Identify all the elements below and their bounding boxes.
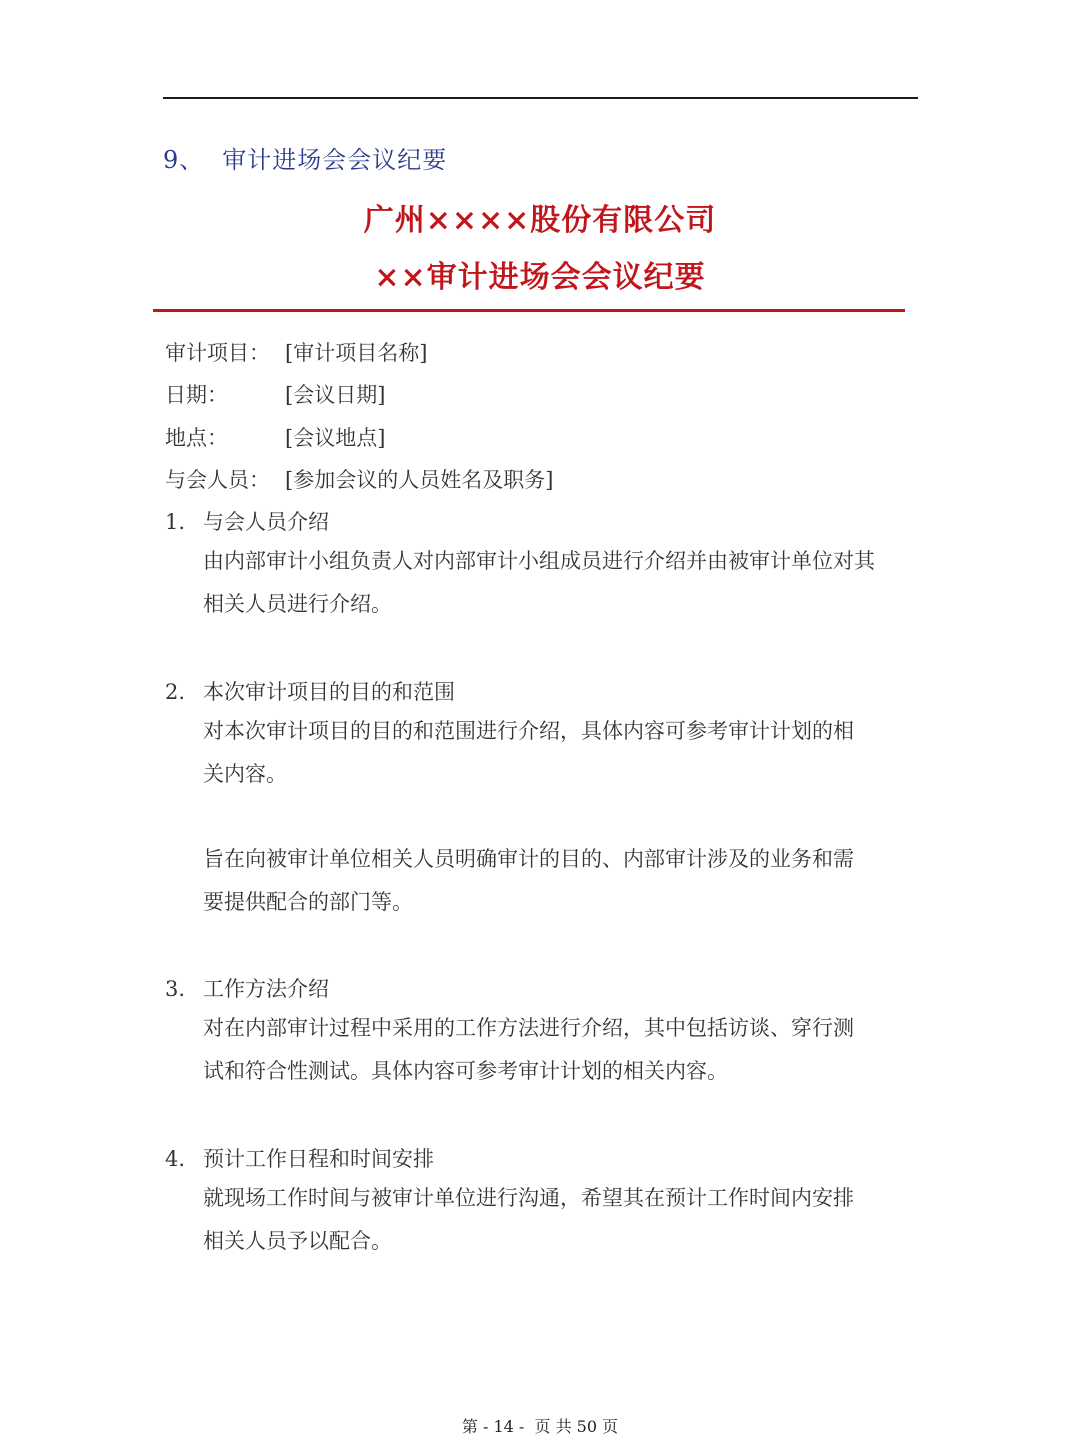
body-line: 试和符合性测试。具体内容可参考审计计划的相关内容。 bbox=[203, 1059, 728, 1083]
body-line: 由内部审计小组负责人对内部审计小组成员进行介绍并由被审计单位对其 bbox=[203, 549, 875, 573]
item-title: 本次审计项目的目的和范围 bbox=[203, 680, 455, 704]
item-body-2 bbox=[203, 710, 854, 796]
body-line: 要提供配合的部门等。 bbox=[203, 890, 413, 914]
item-heading-4 bbox=[165, 1143, 434, 1173]
item-number: 3. bbox=[165, 977, 186, 1001]
item-body-4 bbox=[203, 1177, 854, 1263]
item-number: 1. bbox=[165, 510, 186, 534]
info-row-project bbox=[165, 337, 427, 367]
title-divider bbox=[153, 309, 905, 312]
item-number: 2. bbox=[165, 680, 186, 704]
page-footer: 第 - 14 - 页 共 50 页 bbox=[461, 1417, 619, 1436]
body-line: 旨在向被审计单位相关人员明确审计的目的、内部审计涉及的业务和需 bbox=[203, 847, 854, 871]
item-body-1 bbox=[203, 540, 875, 626]
info-label: 与会人员： bbox=[165, 468, 270, 492]
body-line: 相关人员予以配合。 bbox=[203, 1229, 392, 1253]
info-value: [会议日期] bbox=[285, 383, 386, 407]
section-number: 9、 bbox=[163, 146, 205, 174]
section-title: 审计进场会会议纪要 bbox=[222, 146, 448, 174]
info-label: 地点： bbox=[165, 426, 228, 450]
item-body-2-extra bbox=[203, 838, 854, 924]
info-value: [参加会议的人员姓名及职务] bbox=[285, 468, 554, 492]
body-line: 对本次审计项目的目的和范围进行介绍，具体内容可参考审计计划的相 bbox=[203, 719, 854, 743]
info-label: 日期： bbox=[165, 383, 228, 407]
item-title: 与会人员介绍 bbox=[203, 510, 329, 534]
document-title-meeting: ××审计进场会会议纪要 bbox=[374, 260, 706, 295]
item-title: 工作方法介绍 bbox=[203, 977, 329, 1001]
document-title-company: 广州××××股份有限公司 bbox=[363, 203, 717, 238]
info-row-attendees bbox=[165, 464, 553, 494]
item-number: 4. bbox=[165, 1147, 186, 1171]
info-value: [会议地点] bbox=[285, 426, 386, 450]
item-title: 预计工作日程和时间安排 bbox=[203, 1147, 434, 1171]
item-heading-2 bbox=[165, 676, 455, 706]
item-body-3 bbox=[203, 1007, 854, 1093]
info-value: [审计项目名称] bbox=[285, 341, 428, 365]
header-rule bbox=[163, 97, 918, 99]
body-line: 关内容。 bbox=[203, 762, 287, 786]
body-line: 对在内部审计过程中采用的工作方法进行介绍，其中包括访谈、穿行测 bbox=[203, 1016, 854, 1040]
section-heading bbox=[163, 140, 447, 175]
info-row-date bbox=[165, 379, 385, 409]
body-line: 相关人员进行介绍。 bbox=[203, 592, 392, 616]
item-heading-3 bbox=[165, 973, 329, 1003]
body-line: 就现场工作时间与被审计单位进行沟通，希望其在预计工作时间内安排 bbox=[203, 1186, 854, 1210]
info-label: 审计项目： bbox=[165, 341, 270, 365]
info-row-location bbox=[165, 422, 385, 452]
item-heading-1 bbox=[165, 506, 329, 536]
